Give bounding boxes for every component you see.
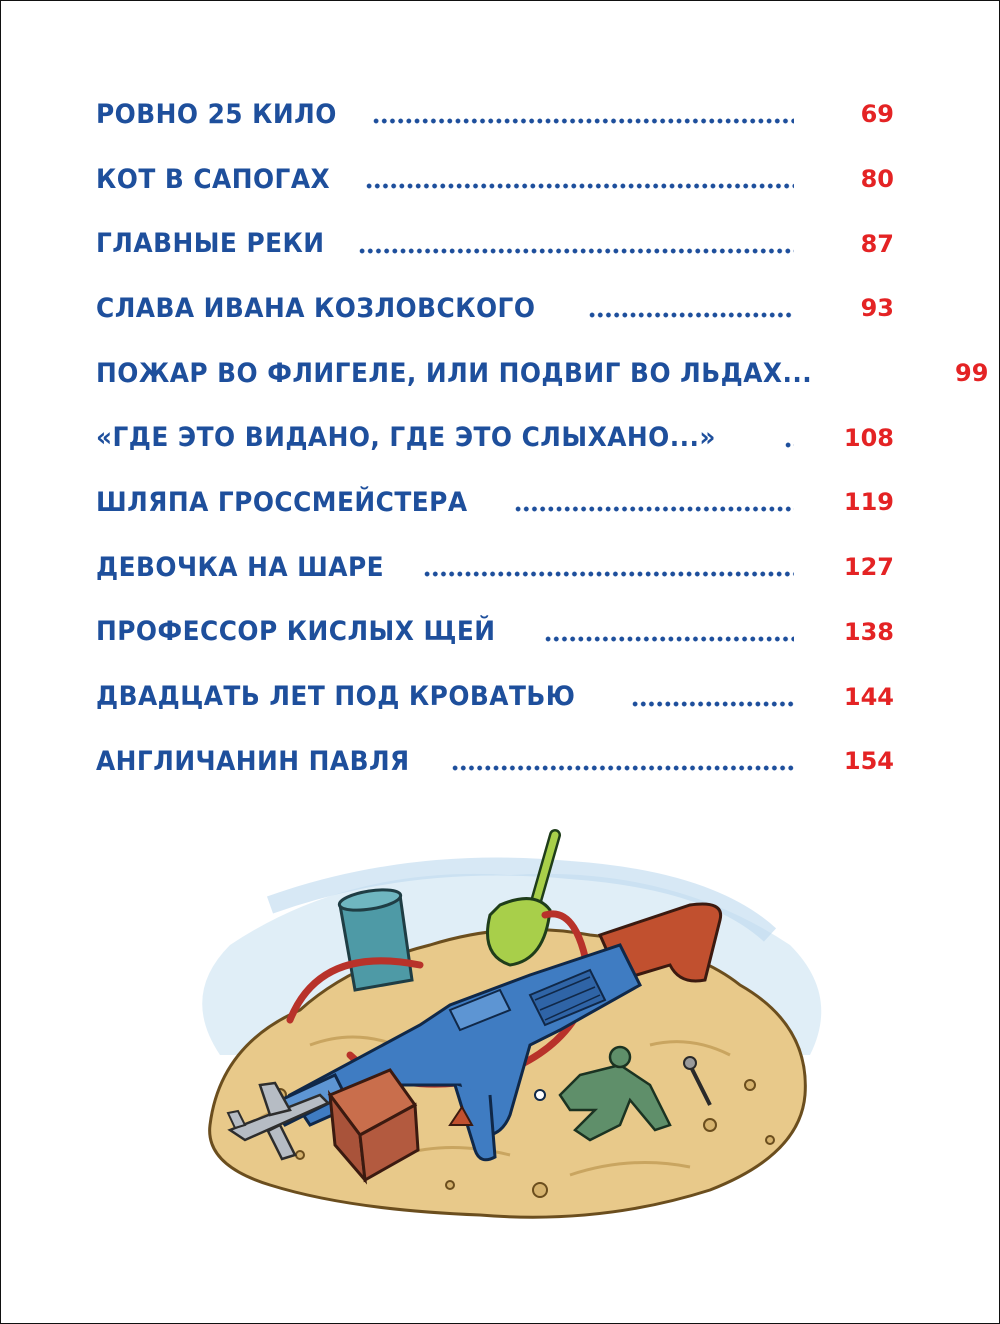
toc-leader-dots [544, 635, 794, 643]
toc-leader-dots [784, 441, 794, 449]
toc-leader-dots [588, 311, 794, 319]
toc-entry-page: 99 [955, 359, 989, 388]
toc-entry-page: 80 [860, 165, 894, 194]
toc-entry-title: ДВАДЦАТЬ ЛЕТ ПОД КРОВАТЬЮ [96, 681, 576, 713]
toc-entry-title: ШЛЯПА ГРОССМЕЙСТЕРА [96, 486, 468, 518]
toc-entry-title: ПРОФЕССОР КИСЛЫХ ЩЕЙ [96, 616, 496, 648]
toc-entry-title: ГЛАВНЫЕ РЕКИ [96, 228, 325, 260]
toc-entry-page: 119 [843, 488, 894, 517]
toc-leader-dots [365, 182, 795, 190]
toc-entry-title: «ГДЕ ЭТО ВИДАНО, ГДЕ ЭТО СЛЫХАНО...» [96, 422, 716, 454]
toc-entry[interactable] [96, 405, 894, 470]
toc-leader-dots [372, 117, 794, 125]
toc-entry[interactable] [96, 470, 894, 535]
toc-entry[interactable] [96, 729, 894, 794]
table-of-contents [96, 82, 989, 794]
toc-leader-dots [514, 505, 794, 513]
toc-entry-title: ДЕВОЧКА НА ШАРЕ [96, 551, 385, 583]
toc-entry[interactable] [96, 276, 894, 341]
toc-entry-title: ПОЖАР ВО ФЛИГЕЛЕ, ИЛИ ПОДВИГ ВО ЛЬДАХ... [96, 357, 813, 389]
toc-entry-title: РОВНО 25 КИЛО [96, 98, 337, 130]
toc-entry-title: КОТ В САПОГАХ [96, 163, 331, 195]
toc-entry-title: АНГЛИЧАНИН ПАВЛЯ [96, 745, 410, 777]
toc-entry-page: 87 [860, 229, 894, 258]
toc-leader-dots [631, 700, 794, 708]
sandbox-toys-illustration [150, 795, 860, 1260]
toc-entry[interactable] [96, 341, 989, 406]
toc-entry-page: 144 [843, 682, 894, 711]
toc-entry[interactable] [96, 664, 894, 729]
toc-entry[interactable] [96, 600, 894, 665]
toc-entry-page: 93 [860, 294, 894, 323]
toc-entry-page: 138 [843, 617, 894, 646]
toc-entry[interactable] [96, 535, 894, 600]
toc-entry[interactable] [96, 147, 894, 212]
toc-leader-dots [423, 570, 794, 578]
toc-leader-dots [451, 764, 794, 772]
toc-entry-page: 127 [843, 553, 894, 582]
toc-entry-page: 154 [843, 747, 894, 776]
toc-entry-page: 108 [843, 423, 894, 452]
toc-entry-title: СЛАВА ИВАНА КОЗЛОВСКОГО [96, 292, 536, 324]
toc-entry[interactable] [96, 82, 894, 147]
toc-entry-page: 69 [860, 100, 894, 129]
toc-entry[interactable] [96, 211, 894, 276]
toc-leader-dots [358, 247, 794, 255]
